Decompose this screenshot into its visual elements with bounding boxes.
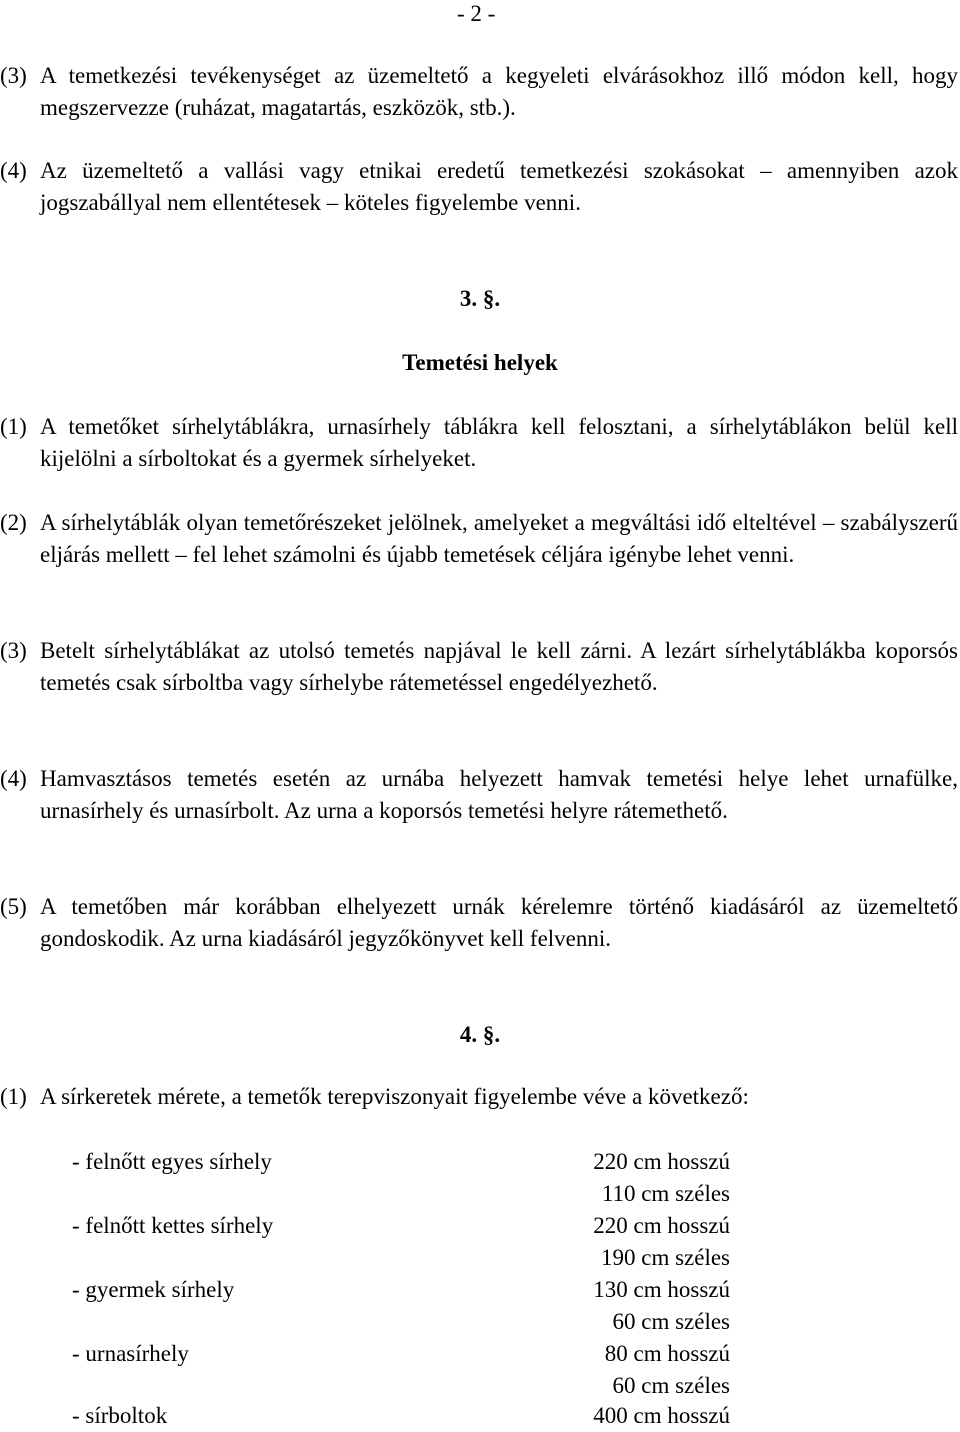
grave-size-value: 110 cm széles — [601, 1181, 730, 1206]
paragraph-4 — [0, 155, 958, 219]
paragraph-number: (5) — [0, 894, 27, 919]
grave-size-value: 80 cm hosszú — [604, 1341, 730, 1366]
grave-size-value: 220 cm hosszú — [593, 1213, 730, 1238]
paragraph-text: A temetkezési tevékenységet az üzemeltető a kegyeleti elvárásokhoz illő módon kell, hogy megszervezze (ruházat, magatartás, eszközök, stb.). — [40, 63, 958, 120]
paragraph-3 — [0, 635, 958, 699]
paragraph-number: (2) — [0, 510, 27, 535]
grave-size-value: 60 cm széles — [612, 1309, 730, 1334]
size-row — [0, 1400, 960, 1432]
paragraph-text: Hamvasztásos temetés esetén az urnába helyezett hamvak temetési helye lehet urnafülke, urnasírhely és urnasírbolt. Az urna a koporsós temetési helyre rátemethető. — [40, 766, 958, 823]
size-row — [0, 1146, 960, 1178]
paragraph-number: (4) — [0, 766, 27, 791]
paragraph-text: A temetőben már korábban elhelyezett urnák kérelemre történő kiadásáról az üzemeltető gondoskodik. Az urna kiadásáról jegyzőkönyvet kell felvenni. — [40, 894, 958, 951]
grave-type-label: - sírboltok — [72, 1403, 168, 1428]
size-row — [0, 1178, 960, 1210]
size-row — [0, 1370, 960, 1402]
paragraph-number: (4) — [0, 158, 27, 183]
grave-size-value: 190 cm széles — [600, 1245, 730, 1270]
grave-type-label: - gyermek sírhely — [72, 1277, 235, 1302]
size-row — [0, 1338, 960, 1370]
size-row — [0, 1242, 960, 1274]
paragraph-4 — [0, 763, 958, 827]
paragraph-3 — [0, 60, 958, 124]
grave-size-value: 130 cm hosszú — [593, 1277, 730, 1302]
paragraph-text: Az üzemeltető a vallási vagy etnikai eredetű temetkezési szokásokat – amennyiben azok jogszabállyal nem ellentétesek – köteles figyelembe venni. — [40, 158, 958, 215]
page-number: - 2 - — [457, 1, 496, 26]
paragraph-1 — [0, 411, 958, 475]
size-row — [0, 1210, 960, 1242]
grave-type-label: - felnőtt egyes sírhely — [72, 1149, 272, 1174]
paragraph-text: A sírkeretek mérete, a temetők terepviszonyait figyelembe véve a következő: — [40, 1084, 749, 1109]
grave-size-value: 220 cm hosszú — [593, 1149, 730, 1174]
section-number: 3. §. — [459, 286, 501, 311]
size-row — [0, 1274, 960, 1306]
paragraph-number: (3) — [0, 63, 27, 88]
grave-size-value: 400 cm hosszú — [593, 1403, 730, 1428]
paragraph-5 — [0, 891, 958, 955]
paragraph-text: A temetőket sírhelytáblákra, urnasírhely táblákra kell felosztani, a sírhelytáblákon belül kell kijelölni a sírboltokat és a gyermek sírhelyeket. — [40, 414, 958, 471]
paragraph-text: A sírhelytáblák olyan temetőrészeket jelölnek, amelyeket a megváltási idő elteltével – szabályszerű eljárás mellett – fel lehet számolni és újabb temetések céljára igénybe lehet venni. — [40, 510, 958, 567]
paragraph-number: (3) — [0, 638, 27, 663]
grave-size-value: 60 cm széles — [612, 1373, 730, 1398]
grave-type-label: - felnőtt kettes sírhely — [72, 1213, 274, 1238]
paragraph-number: (1) — [0, 414, 27, 439]
paragraph-1 — [0, 1081, 958, 1113]
paragraph-2 — [0, 507, 958, 571]
section-number: 4. §. — [459, 1022, 501, 1047]
section-title: Temetési helyek — [402, 350, 558, 375]
paragraph-text: Betelt sírhelytáblákat az utolsó temetés napjával le kell zárni. A lezárt sírhelytáblákba koporsós temetés csak sírboltba vagy sírhelybe rátemetéssel engedélyezhető. — [40, 638, 958, 695]
size-row — [0, 1306, 960, 1338]
paragraph-number: (1) — [0, 1084, 27, 1109]
grave-type-label: - urnasírhely — [72, 1341, 189, 1366]
